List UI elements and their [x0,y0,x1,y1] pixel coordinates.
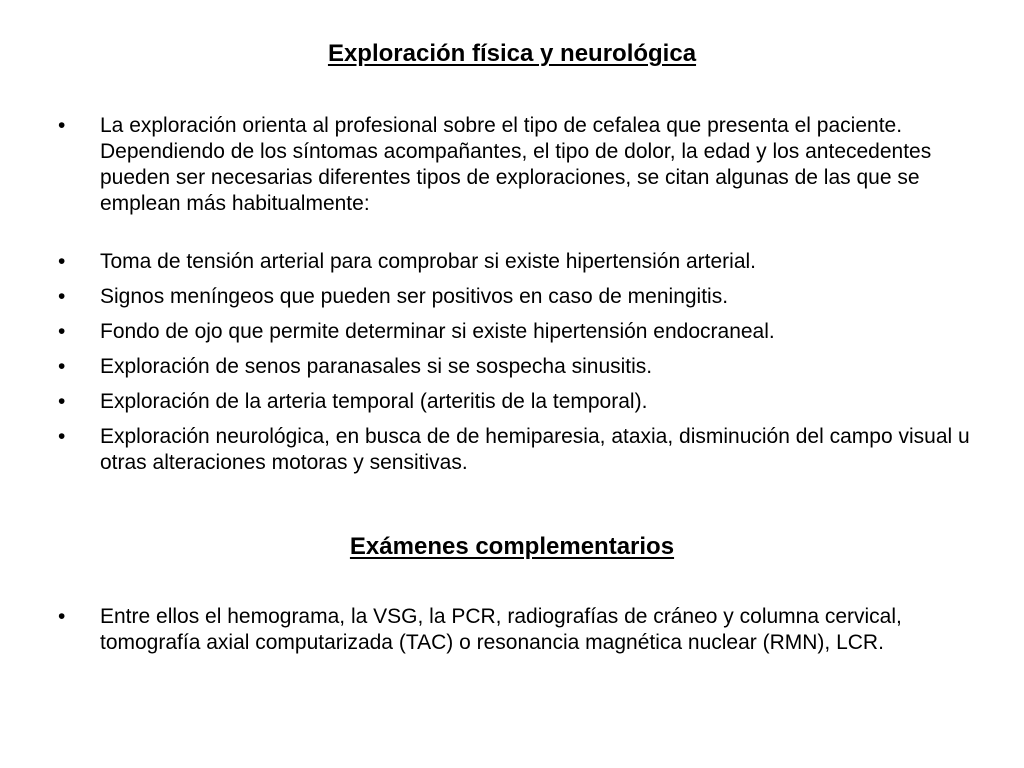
bullet-item [58,424,978,476]
bullet-text: Exploración neurológica, en busca de de hemiparesia, ataxia, disminución del campo visual u otras alteraciones motoras y sensitivas. [100,425,970,474]
bullet-item [58,319,978,345]
bullet-dot-icon: • [58,250,66,273]
bullet-dot-icon: • [58,605,66,628]
bullet-dot-icon: • [58,320,66,343]
bullet-text: Exploración de senos paranasales si se sospecha sinusitis. [100,355,653,378]
exploracion-bullet-list [58,113,978,485]
bullet-item [58,604,978,656]
bullet-text: Fondo de ojo que permite determinar si existe hipertensión endocraneal. [100,320,775,343]
bullet-dot-icon: • [58,355,66,378]
bullet-dot-icon: • [58,114,66,137]
bullet-item [58,284,978,310]
bullet-item [58,249,978,275]
bullet-item [58,113,978,217]
section-title-examenes: Exámenes complementarios [349,533,675,560]
section-title-exploracion: Exploración física y neurológica [327,40,697,67]
bullet-text: La exploración orienta al profesional sobre el tipo de cefalea que presenta el paciente. Dependiendo de los síntomas acompañantes, el tipo de dolor, la edad y los antecedentes pueden ser necesarias diferentes tipos de exploraciones, se citan algunas de las que se emplean más habitualmente: [100,114,932,215]
bullet-text: Exploración de la arteria temporal (arteritis de la temporal). [100,390,648,413]
bullet-dot-icon: • [58,425,66,448]
bullet-item [58,354,978,380]
bullet-text: Toma de tensión arterial para comprobar si existe hipertensión arterial. [100,250,756,273]
bullet-item [58,389,978,415]
examenes-bullet-list [58,604,978,665]
bullet-text: Entre ellos el hemograma, la VSG, la PCR, radiografías de cráneo y columna cervical, tomografía axial computarizada (TAC) o resonancia magnética nuclear (RMN), LCR. [100,605,902,654]
bullet-dot-icon: • [58,390,66,413]
bullet-text: Signos meníngeos que pueden ser positivos en caso de meningitis. [100,285,729,308]
bullet-dot-icon: • [58,285,66,308]
